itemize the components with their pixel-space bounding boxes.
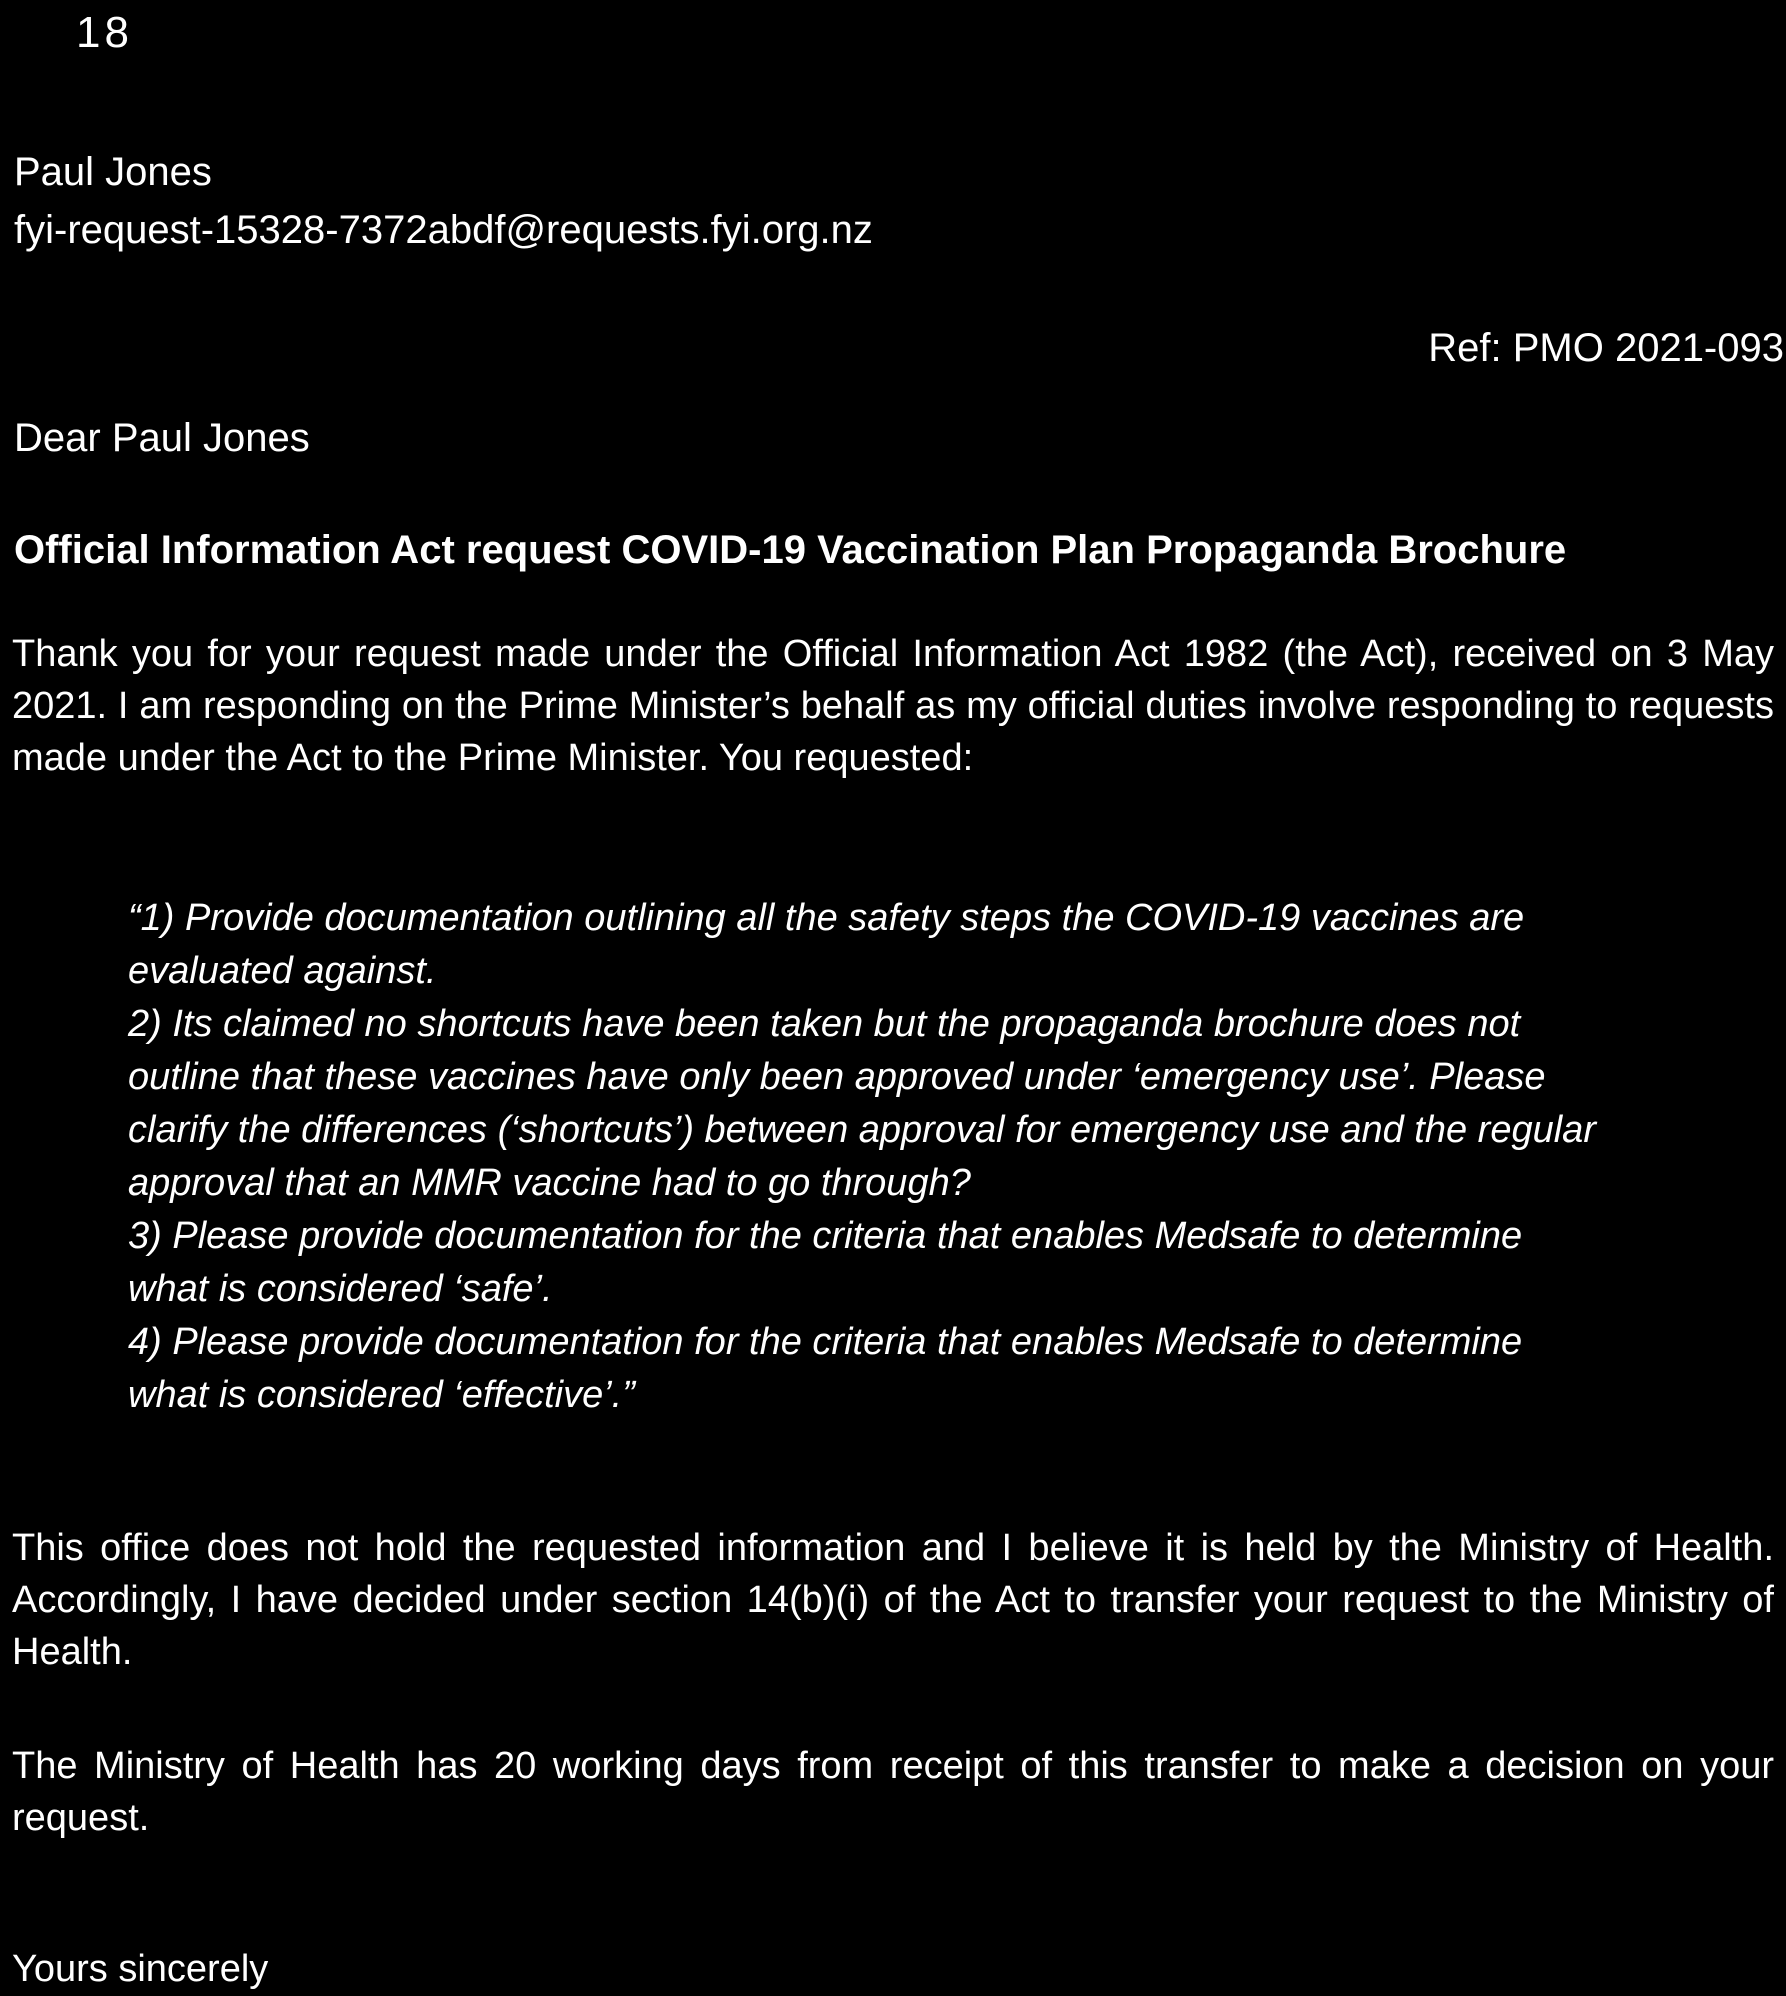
signoff: Yours sincerely — [12, 1948, 269, 1990]
recipient-name: Paul Jones — [14, 150, 212, 194]
recipient-email: fyi-request-15328-7372abdf@requests.fyi.org.nz — [14, 208, 873, 252]
salutation: Dear Paul Jones — [14, 416, 310, 460]
quote-item-4: 4) Please provide documentation for the criteria that enables Medsafe to determine what is considered ‘effective’.” — [128, 1321, 1523, 1416]
page-number: 18 — [76, 8, 133, 57]
quote-item-2: 2) Its claimed no shortcuts have been taken but the propaganda brochure does not outline that these vaccines have only been approved under ‘emergency use’. Please clarify the differences (‘shortcuts’) between approval for emergency use and the regular approval that an MMR vaccine had to go through? — [128, 1003, 1596, 1204]
quote-item-3: 3) Please provide documentation for the criteria that enables Medsafe to determine what is considered ‘safe’. — [128, 1215, 1523, 1310]
request-quote — [124, 892, 1604, 1422]
intro-paragraph: Thank you for your request made under the Official Information Act 1982 (the Act), received on 3 May 2021. I am responding on the Prime Minister’s behalf as my official duties involve responding to requests made under the Act to the Prime Minister. You requested: — [12, 633, 1774, 779]
timeframe-paragraph: The Ministry of Health has 20 working days from receipt of this transfer to make a decision on your request. — [12, 1745, 1774, 1839]
reference-number: Ref: PMO 2021-093 — [1428, 326, 1784, 370]
subject-heading: Official Information Act request COVID-19 Vaccination Plan Propaganda Brochure — [14, 528, 1567, 572]
quote-item-1: “1) Provide documentation outlining all the safety steps the COVID-19 vaccines are evaluated against. — [128, 897, 1525, 992]
transfer-paragraph: This office does not hold the requested information and I believe it is held by the Ministry of Health. Accordingly, I have decided under section 14(b)(i) of the Act to transfer your request to the Ministry of Health. — [12, 1527, 1774, 1673]
